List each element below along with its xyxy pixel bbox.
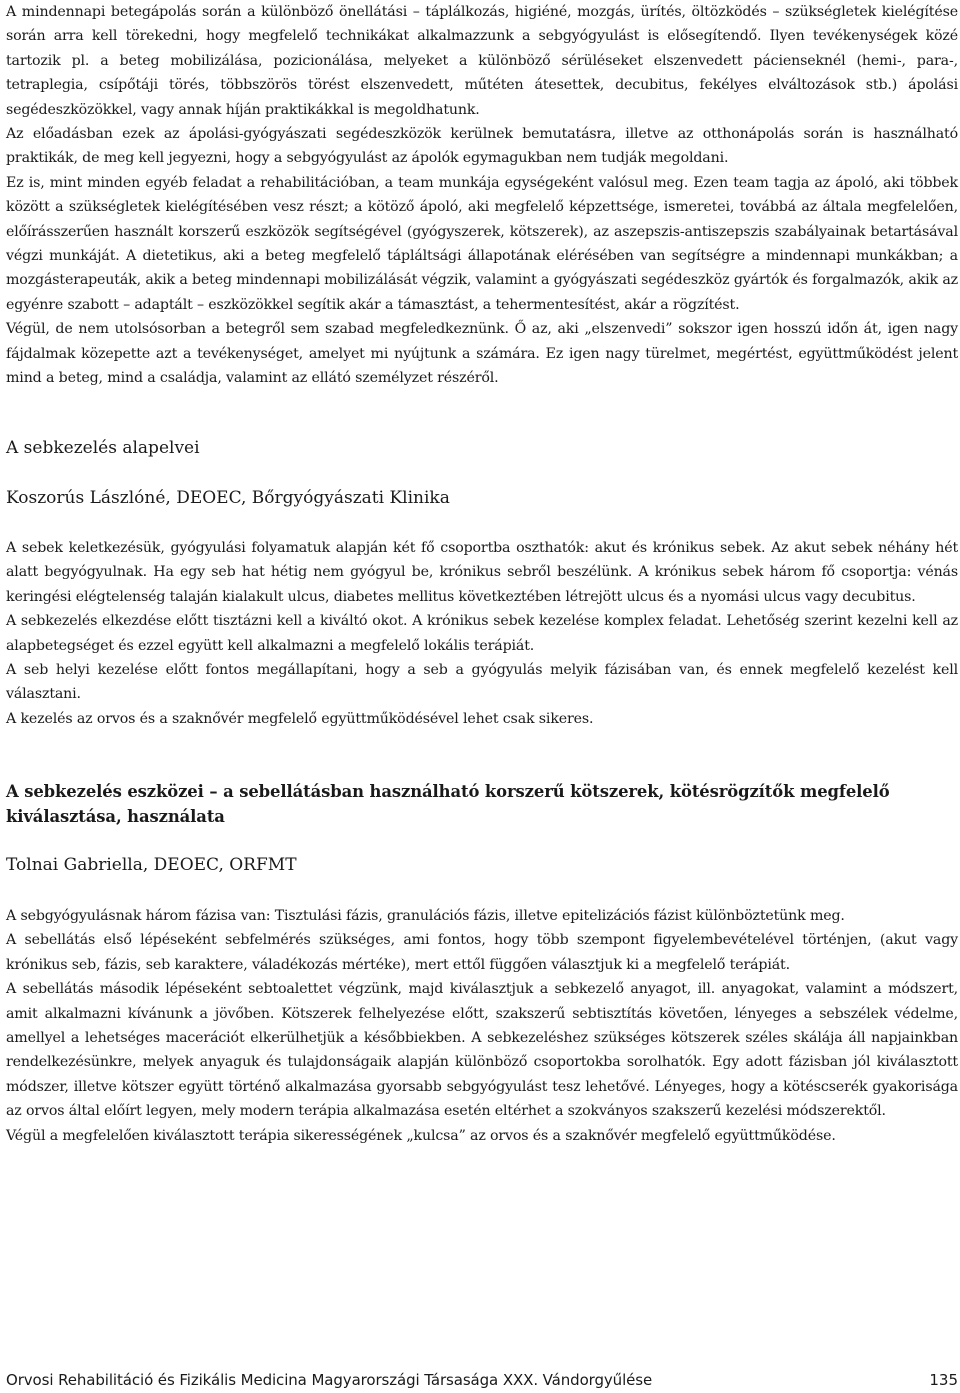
section-author: Koszorús Lászlóné, DEOEC, Bőrgyógyászati Klinika: [6, 488, 450, 508]
paragraph: A sebgyógyulásnak három fázisa van: Tisztulási fázis, granulációs fázis, illetve epitelizációs fázist különböztetünk meg.: [6, 908, 845, 924]
paragraph: A sebellátás második lépéseként sebtoalettet végzünk, majd kiválasztjuk a sebkezelő anyagot, ill. anyagokat, valamint a módszert, amit alkalmazni kívánunk a jövőben. Kötszerek felhelyezése előtt, szakszerű sebtisztítás követően, lényeges a sebszélek védelme, amellyel a lehetséges macerációt elkerülhetjük a későbbiekben. A sebkezeléshez szükséges kötszerek széles skálája áll napjainkban rendelkezésünkre, melyek anyaguk és tulajdonságaik alapján különböző csoportokba sorolhatók. Egy adott fázisban jól kiválasztott módszer, illetve kötszer együtt történő alkalmazása gyorsabb sebgyógyulást tesz lehetővé. Lényeges, hogy a kötéscserék gyakorisága az orvos által előírt legyen, mely modern terápia alkalmazása esetén eltérhet a szokványos szakszerű kezelési módszerektől.: [6, 981, 958, 1120]
paragraph: A mindennapi betegápolás során a különböző önellátási – táplálkozás, higiéné, mozgás, ürítés, öltözködés – szükségletek kielégítése során arra kell törekedni, hogy megfelelő technikákat alkalmazzunk a sebgyógyulást is elősegítendő. Ilyen tevékenységek közé tartozik pl. a beteg mobilizálása, pozicionálása, melyeket a különböző sérüléseket elszenvedett pácienseknél (hemi-, para-, tetraplegia, csípőtáji törés, többszörös törést elszenvedett, műtéten átesettek, decubitus, fekélyes elváltozások stb.) ápolási segédeszközökkel, vagy annak híján praktikákkal is megoldhatunk.: [6, 4, 958, 118]
section-title: A sebkezelés alapelvei: [6, 438, 200, 458]
paragraph: A sebkezelés elkezdése előtt tisztázni kell a kiváltó okot. A krónikus sebek kezelése komplex feladat. Lehetőség szerint kezelni kell az alapbetegséget és ezzel együtt kell alkalmazni a megfelelő lokális terápiát.: [6, 613, 958, 654]
paragraph: Végül a megfelelően kiválasztott terápia sikerességének „kulcsa” az orvos és a szaknővér megfelelő együttműködése.: [6, 1127, 836, 1144]
paragraph: A seb helyi kezelése előtt fontos megállapítani, hogy a seb a gyógyulás melyik fázisában van, és ennek megfelelő kezelést kell választani.: [6, 662, 958, 703]
paragraph: A kezelés az orvos és a szaknővér megfelelő együttműködésével lehet csak sikeres.: [6, 710, 594, 727]
page-footer: [6, 1368, 958, 1392]
paragraph: A sebek keletkezésük, gyógyulási folyamatuk alapján két fő csoportba oszthatók: akut és krónikus sebek. Az akut sebek néhány hét alatt begyógyulnak. Ha egy seb hat hétig nem gyógyul be, krónikus sebről beszélünk. A krónikus sebek három fő csoportja: vénás keringési elégtelenség talaján kialakult ulcus, diabetes mellitus következtében létrejött ulcus és a nyomási ulcus vagy decubitus.: [6, 540, 958, 605]
paragraph: Végül, de nem utolsósorban a betegről sem szabad megfeledkeznünk. Ő az, aki „elszenvedi” sokszor igen hosszú időn át, igen nagy fájdalmak közepette azt a tevékenységet, amelyet mi nyújtunk a számára. Ez igen nagy türelmet, megértést, együttműködést jelent mind a beteg, mind a családja, valamint az ellátó személyzet részéről.: [6, 321, 958, 387]
section-author: Tolnai Gabriella, DEOEC, ORFMT: [6, 855, 297, 875]
section-body: [6, 904, 958, 1148]
footer-title: Orvosi Rehabilitáció és Fizikális Medicina Magyarországi Társasága XXX. Vándorgyűlése: [6, 1371, 653, 1389]
section-title: A sebkezelés eszközei – a sebellátásban használható korszerű kötszerek, kötésrögzítők megfelelő kiválasztása, használata: [6, 782, 890, 826]
page-number: 135: [929, 1371, 958, 1389]
intro-text: [6, 0, 958, 391]
section-body: [6, 536, 958, 731]
paragraph: A sebellátás első lépéseként sebfelmérés szükséges, ami fontos, hogy több szempont figyelembevételével történjen, (akut vagy krónikus seb, fázis, seb karaktere, váladékozás mértéke), mert ettől függően választjuk ki a megfelelő terápiát.: [6, 932, 958, 973]
paragraph: Az előadásban ezek az ápolási-gyógyászati segédeszközök kerülnek bemutatásra, illetve az otthonápolás során is használható praktikák, de meg kell jegyezni, hogy a sebgyógyulást az ápolók egymagukban nem tudják megoldani.: [6, 126, 958, 167]
paragraph: Ez is, mint minden egyéb feladat a rehabilitációban, a team munkája egységeként valósul meg. Ezen team tagja az ápoló, aki többek között a szükségletek kielégítésében vesz részt; a kötöző ápoló, aki megfelelő képzettsége, ismeretei, továbbá az általa megfelelően, előírásszerűen használt korszerű eszközök segítségével (gyógyszerek, kötszerek), az aszepszis-antiszepszis szabályainak betartásával végzi munkáját. A dietetikus, aki a beteg megfelelő tápláltsági állapotának elérésében van segítségre a mindennapi munkákban; a mozgásterapeuták, akik a beteg mindennapi mobilizálását végzik, valamint a gyógyászati segédeszköz gyártók és forgalmazók, akik az egyénre szabott – adaptált – eszközökkel segítik akár a támasztást, a tehermentesítést, akár a rögzítést.: [6, 174, 958, 313]
